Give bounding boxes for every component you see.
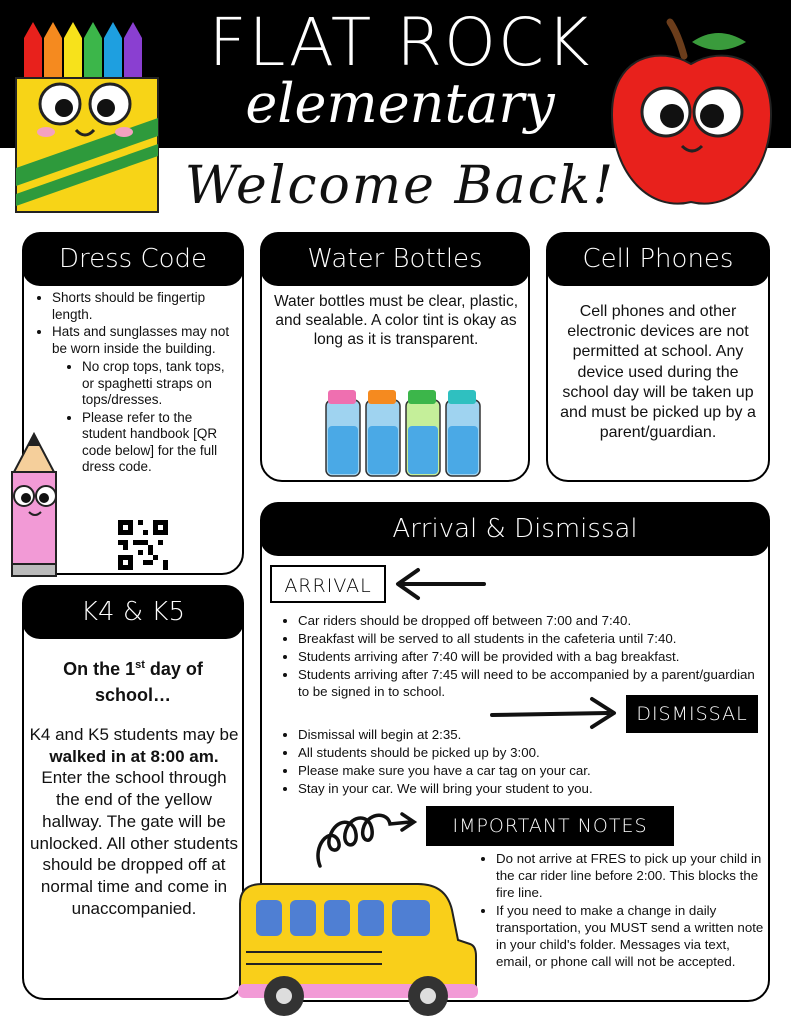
list-item: • Dismissal will begin at 2:35.: [298, 726, 756, 743]
school-name: FLAT ROCK: [208, 4, 592, 81]
list-item: • Students arriving after 7:40 will be provided with a bag breakfast.: [298, 648, 766, 665]
dismissal-list: [276, 726, 756, 798]
list-item: • Please refer to the student handbook [QR code below] for the full dress code.: [82, 410, 232, 476]
list-item: • No crop tops, tank tops, or spaghetti straps on tops/dresses.: [82, 359, 232, 409]
apple-illustration: [606, 16, 776, 212]
list-item: • Stay in your car. We will bring your student to you.: [298, 780, 756, 797]
cell-phones-title: Cell Phones: [546, 232, 770, 286]
water-bottles-text: Water bottles must be clear, plastic, and sealable. A color tint is okay as long as it is transparent.: [273, 293, 519, 348]
important-notes-list: [474, 850, 764, 971]
body-text: Enter the school through the end of the yellow hallway. The gate will be unlocked. All other students should be dropped off at normal time and come in unaccompanied.: [30, 768, 238, 918]
arrival-list: [276, 612, 766, 701]
water-bottles-illustration: [322, 386, 482, 478]
list-item: • Shorts should be fingertip length.: [52, 290, 238, 323]
school-bus-illustration: [232, 880, 478, 1020]
list-item: • All students should be picked up by 3:00.: [298, 744, 756, 761]
cell-phones-text: Cell phones and other electronic devices are not permitted at school. Any device used during the school day will be taken up and must be picked up by a parent/guardian.: [560, 303, 756, 442]
school-name-subtitle: elementary: [245, 72, 555, 135]
list-item: • Please make sure you have a car tag on your car.: [298, 762, 756, 779]
list-item: • Do not arrive at FRES to pick up your child in the car rider line before 2:00. This blocks the fire line.: [496, 850, 764, 901]
list-item: • If you need to make a change in daily transportation, you MUST send a written note in your child's folder. Messages via text, email, or phone call will not be accepted.: [496, 902, 764, 970]
dismissal-tag: DISMISSAL: [626, 695, 758, 733]
swirl-arrow-icon: [310, 806, 422, 874]
body-text-bold: walked in at 8:00 am.: [49, 746, 219, 766]
list-item: • Breakfast will be served to all students in the cafeteria until 7:40.: [298, 630, 766, 647]
list-item: • Car riders should be dropped off between 7:00 and 7:40.: [298, 612, 766, 629]
list-item: • Students arriving after 7:45 will need to be accompanied by a parent/guardian to be signed in to school.: [298, 666, 766, 700]
water-bottles-title: Water Bottles: [260, 232, 530, 286]
heading-superscript: st: [135, 659, 145, 671]
welcome-heading: Welcome Back!: [184, 156, 616, 216]
arrival-dismissal-title: Arrival & Dismissal: [260, 502, 770, 556]
k4-k5-text: [28, 724, 240, 919]
k4-k5-heading: [30, 652, 236, 708]
k4-k5-title: K4 & K5: [22, 585, 244, 639]
heading-text: On the 1: [63, 659, 136, 679]
important-notes-tag: IMPORTANT NOTES: [426, 806, 674, 846]
dress-code-title: Dress Code: [22, 232, 244, 286]
heading-text: day of school…: [94, 659, 203, 705]
pencil-illustration: [4, 432, 64, 578]
arrival-tag: ARRIVAL: [270, 565, 386, 603]
list-item: • Hats and sunglasses may not be worn inside the building.: [52, 324, 238, 357]
body-text: K4 and K5 students may be: [29, 725, 239, 744]
qr-code[interactable]: [118, 520, 168, 570]
arrow-left-icon: [392, 564, 486, 602]
crayon-box-illustration: [12, 18, 162, 214]
crayons: [24, 22, 142, 84]
